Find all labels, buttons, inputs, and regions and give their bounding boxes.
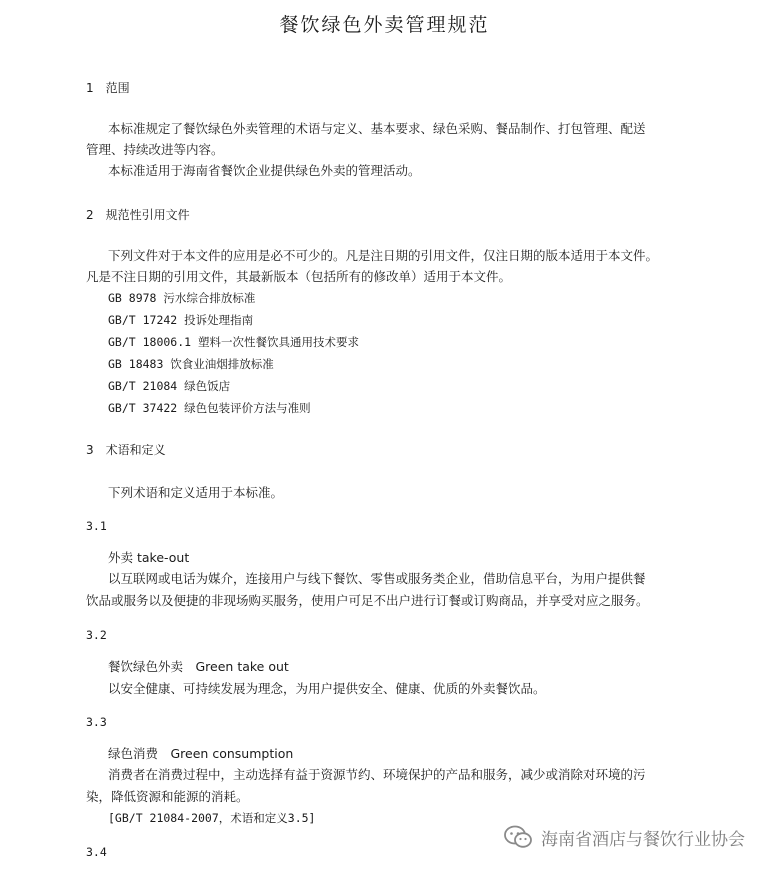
- reference-item: GB/T 37422 绿色包装评价方法与准则: [108, 401, 311, 415]
- term-3-1-definition-b: 饮品或服务以及便捷的非现场购买服务，使用户可足不出户进行订餐或订购商品，并享受对应之服务。: [86, 593, 649, 608]
- section-2-paragraph-1a: 下列文件对于本文件的应用是必不可少的。凡是注日期的引用文件，仅注日期的版本适用于本文件。: [108, 248, 659, 263]
- reference-item: GB 18483 饮食业油烟排放标准: [108, 357, 274, 371]
- watermark-text: 海南省酒店与餐饮行业协会: [541, 829, 745, 850]
- watermark: [503, 823, 745, 851]
- document-title: 餐饮绿色外卖管理规范: [279, 14, 490, 36]
- reference-item: GB/T 17242 投诉处理指南: [108, 313, 254, 327]
- term-3-3-definition-a: 消费者在消费过程中，主动选择有益于资源节约、环境保护的产品和服务，减少或消除对环境的污: [108, 767, 646, 782]
- term-3-3-reference: [GB/T 21084-2007，术语和定义3.5]: [108, 811, 316, 825]
- section-2-paragraph-1b: 凡是不注日期的引用文件，其最新版本（包括所有的修改单）适用于本文件。: [86, 269, 512, 284]
- section-1-paragraph-2: 本标准适用于海南省餐饮企业提供绿色外卖的管理活动。: [108, 163, 421, 178]
- term-3-4-number: 3.4: [86, 845, 107, 859]
- reference-item: GB/T 18006.1 塑料一次性餐饮具通用技术要求: [108, 335, 360, 349]
- term-3-1-definition-a: 以互联网或电话为媒介，连接用户与线下餐饮、零售或服务类企业，借助信息平台，为用户提供餐: [108, 571, 646, 586]
- section-1-paragraph-1a: 本标准规定了餐饮绿色外卖管理的术语与定义、基本要求、绿色采购、餐品制作、打包管理、配送: [108, 121, 646, 136]
- term-3-3-definition-b: 染，降低资源和能源的消耗。: [86, 789, 249, 804]
- section-3-heading: 3 术语和定义: [86, 443, 166, 457]
- term-3-1-title: 外卖 take-out: [108, 550, 190, 565]
- term-3-1-number: 3.1: [86, 519, 107, 533]
- term-3-3-number: 3.3: [86, 715, 107, 729]
- section-1-paragraph-1b: 管理、持续改进等内容。: [86, 142, 224, 157]
- wechat-icon: [503, 824, 533, 850]
- term-3-3-title: 绿色消费 Green consumption: [108, 746, 294, 761]
- section-2-heading: 2 规范性引用文件: [86, 208, 190, 222]
- term-3-2-definition: 以安全健康、可持续发展为理念，为用户提供安全、健康、优质的外卖餐饮品。: [108, 681, 546, 696]
- term-3-2-number: 3.2: [86, 628, 107, 642]
- reference-item: GB/T 21084 绿色饭店: [108, 379, 231, 393]
- term-3-2-title: 餐饮绿色外卖 Green take out: [108, 659, 289, 674]
- section-3-intro: 下列术语和定义适用于本标准。: [108, 485, 284, 500]
- reference-item: GB 8978 污水综合排放标准: [108, 291, 256, 305]
- section-1-heading: 1 范围: [86, 81, 130, 95]
